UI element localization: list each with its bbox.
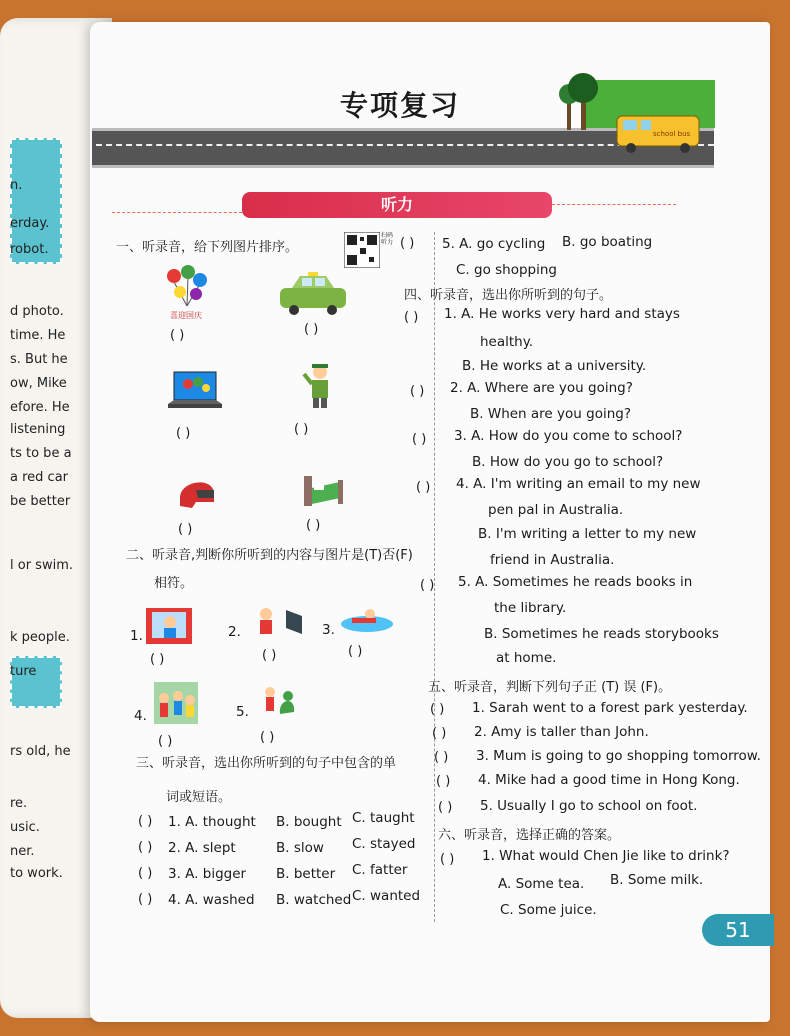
balloon-icon bbox=[181, 265, 195, 279]
left-page-fragment: time. He bbox=[10, 328, 66, 343]
part6-q1-option-c[interactable]: C. Some juice. bbox=[500, 902, 597, 918]
part2-picture-2 bbox=[254, 606, 306, 642]
left-page-fragment: usic. bbox=[10, 820, 40, 835]
part2-picture-5 bbox=[260, 684, 300, 720]
part5-item-5-paren[interactable]: ( ) bbox=[438, 800, 453, 815]
part5-item-1-paren[interactable]: ( ) bbox=[430, 702, 445, 717]
part5-item-3-statement: 3. Mum is going to go shopping tomorrow. bbox=[476, 748, 761, 764]
part4-item-5-b-cont: at home. bbox=[496, 650, 557, 666]
part6-q1-paren[interactable]: ( ) bbox=[440, 852, 455, 867]
page-number: 51 bbox=[702, 914, 774, 946]
part3-item-4-option-c[interactable]: C. wanted bbox=[352, 888, 421, 904]
section-rule-right bbox=[552, 204, 676, 205]
balloon-icon bbox=[174, 286, 186, 298]
part2-item-5-blank[interactable]: ( ) bbox=[260, 730, 275, 745]
helmet-picture bbox=[176, 472, 218, 512]
part4-item-1-a[interactable]: 1. A. He works very hard and stays bbox=[444, 306, 680, 322]
balloons-picture bbox=[162, 262, 212, 320]
left-page-fragment: erday. bbox=[10, 216, 50, 231]
part4-item-5-a[interactable]: 5. A. Sometimes he reads books in bbox=[458, 574, 693, 590]
part3-item-3-paren[interactable]: ( ) bbox=[138, 866, 153, 881]
part2-heading-line2: 相符。 bbox=[154, 576, 194, 591]
part3-item-5-option-c[interactable]: C. go shopping bbox=[456, 262, 557, 278]
part1-blank-2[interactable]: ( ) bbox=[304, 322, 319, 337]
part6-q1-option-a[interactable]: A. Some tea. bbox=[498, 876, 585, 892]
part4-item-5-b[interactable]: B. Sometimes he reads storybooks bbox=[484, 626, 719, 642]
left-page-fragment: n. bbox=[10, 178, 23, 193]
part2-item-2-num: 2. bbox=[228, 624, 241, 640]
part4-item-4-a[interactable]: 4. A. I'm writing an email to my new bbox=[456, 476, 701, 492]
part3-heading-line2: 词或短语。 bbox=[166, 790, 232, 805]
part4-item-1-a-cont: healthy. bbox=[480, 334, 534, 350]
part5-item-3-paren[interactable]: ( ) bbox=[434, 750, 449, 765]
left-page-fragment: re. bbox=[10, 796, 28, 811]
balloon-icon bbox=[190, 288, 202, 300]
part4-item-3-b[interactable]: B. How do you go to school? bbox=[472, 454, 664, 470]
section-rule-left bbox=[112, 212, 242, 213]
part5-item-4-statement: 4. Mike had a good time in Hong Kong. bbox=[478, 772, 740, 788]
part4-item-4-b-cont: friend in Australia. bbox=[490, 552, 615, 568]
part2-item-2-blank[interactable]: ( ) bbox=[262, 648, 277, 663]
qr-caption: 扫码听力 bbox=[381, 232, 394, 246]
part5-item-2-statement: 2. Amy is taller than John. bbox=[474, 724, 649, 740]
part1-blank-3[interactable]: ( ) bbox=[176, 426, 191, 441]
part3-item-3-option-c[interactable]: C. fatter bbox=[352, 862, 408, 878]
left-page-fragment: ts to be a bbox=[10, 446, 72, 461]
left-page-fragment: l or swim. bbox=[10, 558, 73, 573]
part2-item-3-num: 3. bbox=[322, 622, 335, 638]
part3-item-3-option-a[interactable]: 3. A. bigger bbox=[168, 866, 247, 882]
part2-item-4-num: 4. bbox=[134, 708, 147, 724]
bus-label: school bus bbox=[653, 130, 691, 138]
taxi-picture bbox=[276, 272, 350, 316]
part4-heading: 四、听录音，选出你所听到的句子。 bbox=[404, 288, 613, 303]
balloon-icon bbox=[167, 269, 181, 283]
part4-item-4-a-cont: pen pal in Australia. bbox=[488, 502, 624, 518]
part6-q1-question: 1. What would Chen Jie like to drink? bbox=[482, 848, 730, 864]
trees-bus-illustration bbox=[545, 60, 715, 156]
part4-item-5-paren[interactable]: ( ) bbox=[420, 578, 435, 593]
left-page-fragment: efore. He bbox=[10, 400, 70, 415]
part2-picture-1 bbox=[144, 606, 194, 646]
balloon-icon bbox=[193, 273, 207, 287]
tree-icon bbox=[568, 73, 598, 103]
part5-item-2-paren[interactable]: ( ) bbox=[432, 726, 447, 741]
part3-item-1-paren[interactable]: ( ) bbox=[138, 814, 153, 829]
part5-item-5-statement: 5. Usually I go to school on foot. bbox=[480, 798, 698, 814]
part2-picture-3 bbox=[340, 604, 394, 634]
part3-item-2-option-c[interactable]: C. stayed bbox=[352, 836, 416, 852]
part5-item-1-statement: 1. Sarah went to a forest park yesterday. bbox=[472, 700, 748, 716]
part3-item-5-option-b[interactable]: B. go boating bbox=[562, 234, 653, 250]
part2-item-5-num: 5. bbox=[236, 704, 249, 720]
part4-item-4-paren[interactable]: ( ) bbox=[416, 480, 431, 495]
part4-item-2-a[interactable]: 2. A. Where are you going? bbox=[450, 380, 633, 396]
part3-item-5-option-a[interactable]: 5. A. go cycling bbox=[442, 236, 546, 252]
left-page-fragment: be better bbox=[10, 494, 71, 509]
part4-item-2-b[interactable]: B. When are you going? bbox=[470, 406, 631, 422]
left-page-fragment: to work. bbox=[10, 866, 63, 881]
part4-item-4-b[interactable]: B. I'm writing a letter to my new bbox=[478, 526, 697, 542]
section-banner: 听力 bbox=[242, 192, 552, 218]
part3-item-2-option-a[interactable]: 2. A. slept bbox=[168, 840, 236, 856]
part2-item-3-blank[interactable]: ( ) bbox=[348, 644, 363, 659]
left-page-fragment: a red car bbox=[10, 470, 68, 485]
left-page-fragment: ture bbox=[10, 664, 37, 679]
part4-item-2-paren[interactable]: ( ) bbox=[410, 384, 425, 399]
part3-item-3-option-b[interactable]: B. better bbox=[276, 866, 336, 882]
part4-item-1-paren[interactable]: ( ) bbox=[404, 310, 419, 325]
part6-heading: 六、听录音，选择正确的答案。 bbox=[438, 828, 621, 843]
part5-item-4-paren[interactable]: ( ) bbox=[436, 774, 451, 789]
part4-item-3-paren[interactable]: ( ) bbox=[412, 432, 427, 447]
bed-picture bbox=[300, 468, 346, 512]
part3-item-4-option-b[interactable]: B. watched bbox=[276, 892, 352, 908]
left-page-fragment: ow, Mike bbox=[10, 376, 67, 391]
part2-item-1-num: 1. bbox=[130, 628, 143, 644]
part1-blank-4[interactable]: ( ) bbox=[294, 422, 309, 437]
part3-item-1-option-c[interactable]: C. taught bbox=[352, 810, 415, 826]
left-page-fragment: k people. bbox=[10, 630, 70, 645]
left-page-fragment: listening bbox=[10, 422, 66, 437]
part2-item-1-blank[interactable]: ( ) bbox=[150, 652, 165, 667]
part3-item-2-option-b[interactable]: B. slow bbox=[276, 840, 324, 856]
laptop-picture bbox=[166, 370, 222, 414]
left-page-fragment: s. But he bbox=[10, 352, 68, 367]
left-page-fragment: d photo. bbox=[10, 304, 64, 319]
left-page-fragment: rs old, he bbox=[10, 744, 71, 759]
part1-blank-5[interactable]: ( ) bbox=[178, 522, 193, 537]
police-officer-picture bbox=[302, 362, 338, 410]
part2-picture-4 bbox=[152, 680, 200, 726]
part3-item-1-option-a[interactable]: 1. A. thought bbox=[168, 814, 256, 830]
left-page-fragment: robot. bbox=[10, 242, 49, 257]
part3-item-4-option-a[interactable]: 4. A. washed bbox=[168, 892, 255, 908]
part3-item-4-paren[interactable]: ( ) bbox=[138, 892, 153, 907]
left-page-fragment: ner. bbox=[10, 844, 35, 859]
part4-item-1-b[interactable]: B. He works at a university. bbox=[462, 358, 647, 374]
part1-blank-6[interactable]: ( ) bbox=[306, 518, 321, 533]
qr-code-icon[interactable] bbox=[344, 232, 380, 268]
part3-item-1-option-b[interactable]: B. bought bbox=[276, 814, 342, 830]
part4-item-5-a-cont: the library. bbox=[494, 600, 567, 616]
part1-blank-1[interactable]: ( ) bbox=[170, 328, 185, 343]
part1-heading: 一、听录音，给下列图片排序。 bbox=[116, 240, 299, 255]
part3-item-5-paren[interactable]: ( ) bbox=[400, 236, 415, 251]
balloon-banner: 喜迎国庆 bbox=[170, 311, 202, 320]
part3-item-2-paren[interactable]: ( ) bbox=[138, 840, 153, 855]
part6-q1-option-b[interactable]: B. Some milk. bbox=[610, 872, 704, 888]
column-divider bbox=[434, 232, 435, 922]
part3-heading-line1: 三、听录音，选出你所听到的句子中包含的单 bbox=[136, 756, 397, 771]
part2-heading-line1: 二、听录音,判断你所听到的内容与图片是(T)否(F) bbox=[126, 548, 413, 563]
part4-item-3-a[interactable]: 3. A. How do you come to school? bbox=[454, 428, 683, 444]
page-title: 专项复习 bbox=[339, 89, 460, 122]
part5-heading: 五、听录音，判断下列句子正 (T) 误 (F)。 bbox=[428, 680, 672, 695]
part2-item-4-blank[interactable]: ( ) bbox=[158, 734, 173, 749]
